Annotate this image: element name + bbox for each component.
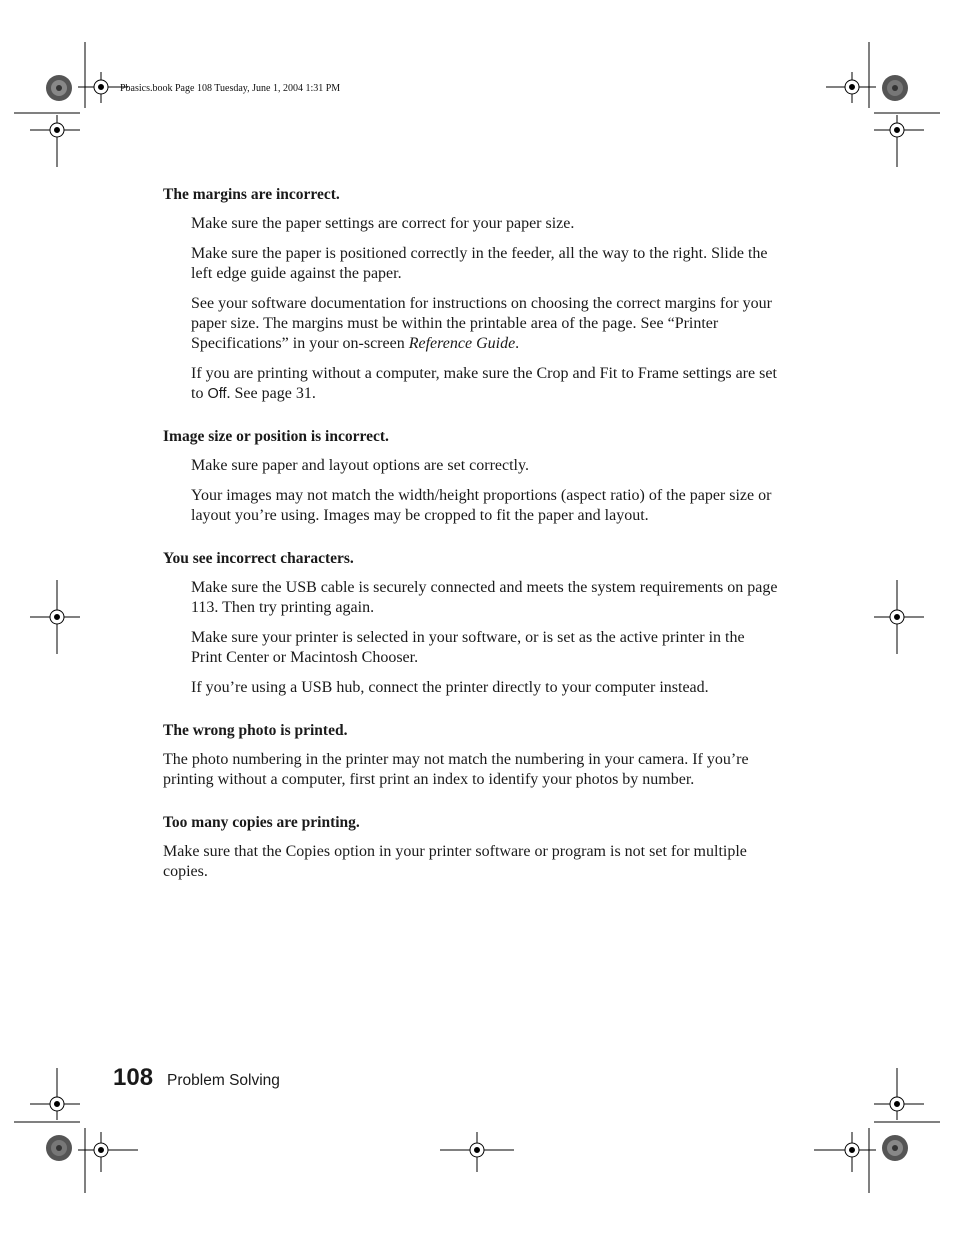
paragraph xyxy=(191,294,779,354)
color-wheel-icon xyxy=(882,75,908,101)
registration-target-icon xyxy=(30,115,80,167)
section-incorrect-characters xyxy=(163,549,779,698)
color-wheel-icon xyxy=(46,1135,72,1161)
registration-target-icon xyxy=(30,580,80,654)
section-too-many-copies xyxy=(163,813,779,882)
section-heading: Image size or position is incorrect. xyxy=(163,428,389,445)
registration-target-icon xyxy=(78,1132,138,1172)
section-image-size xyxy=(163,427,779,526)
section-wrong-photo xyxy=(163,721,779,790)
paragraph: Make sure the paper is positioned correctly in the feeder, all the way to the right. Slide the left edge guide against the paper. xyxy=(191,245,768,282)
page-body xyxy=(163,185,779,905)
registration-target-icon xyxy=(874,1068,924,1120)
setting-term: Off xyxy=(207,386,227,402)
registration-target-icon xyxy=(874,580,924,654)
section-heading: The margins are incorrect. xyxy=(163,186,340,203)
paragraph-text: . See page 31. xyxy=(226,385,316,402)
paragraph: Make sure the USB cable is securely connected and meets the system requirements on page 113. Then try printing again. xyxy=(191,579,778,616)
registration-target-icon xyxy=(30,1068,80,1120)
section-heading: Too many copies are printing. xyxy=(163,814,360,831)
registration-target-icon xyxy=(814,1132,876,1172)
paragraph-text: . xyxy=(515,335,520,352)
book-slug: Pbasics.book Page 108 Tuesday, June 1, 2004 1:31 PM xyxy=(120,83,341,94)
registration-target-icon xyxy=(440,1132,514,1172)
registration-target-icon xyxy=(874,115,924,167)
chapter-title: Problem Solving xyxy=(167,1072,280,1089)
paragraph: The photo numbering in the printer may not match the numbering in your camera. If you’re printing without a computer, first print an index to identify your photos by number. xyxy=(163,751,749,788)
paragraph: Make sure that the Copies option in your printer software or program is not set for multiple copies. xyxy=(163,843,747,880)
color-wheel-icon xyxy=(882,1135,908,1161)
reference-guide-title: Reference Guide xyxy=(408,335,516,352)
paragraph: Your images may not match the width/height proportions (aspect ratio) of the paper size or layout you’re using. Images may be cropped to fit the paper and layout. xyxy=(191,487,772,524)
section-margins xyxy=(163,185,779,404)
paragraph: If you’re using a USB hub, connect the printer directly to your computer instead. xyxy=(191,679,709,696)
section-heading: The wrong photo is printed. xyxy=(163,722,348,739)
paragraph: Make sure the paper settings are correct for your paper size. xyxy=(191,215,575,232)
paragraph xyxy=(191,364,779,404)
section-heading: You see incorrect characters. xyxy=(163,550,354,567)
paragraph-text: See your software documentation for instructions on choosing the correct margins for your paper size. The margins must be within the printable area of the page. See “Printer Specifications” in your on-screen xyxy=(191,295,772,352)
color-wheel-icon xyxy=(46,75,72,101)
page-number: 108 xyxy=(113,1064,154,1091)
page-footer xyxy=(113,1064,280,1092)
paragraph: Make sure your printer is selected in your software, or is set as the active printer in the Print Center or Macintosh Chooser. xyxy=(191,629,745,666)
paragraph: Make sure paper and layout options are set correctly. xyxy=(191,457,529,474)
paragraph-text: If you are printing without a computer, make sure the Crop and Fit to Frame settings are set to xyxy=(191,365,777,402)
